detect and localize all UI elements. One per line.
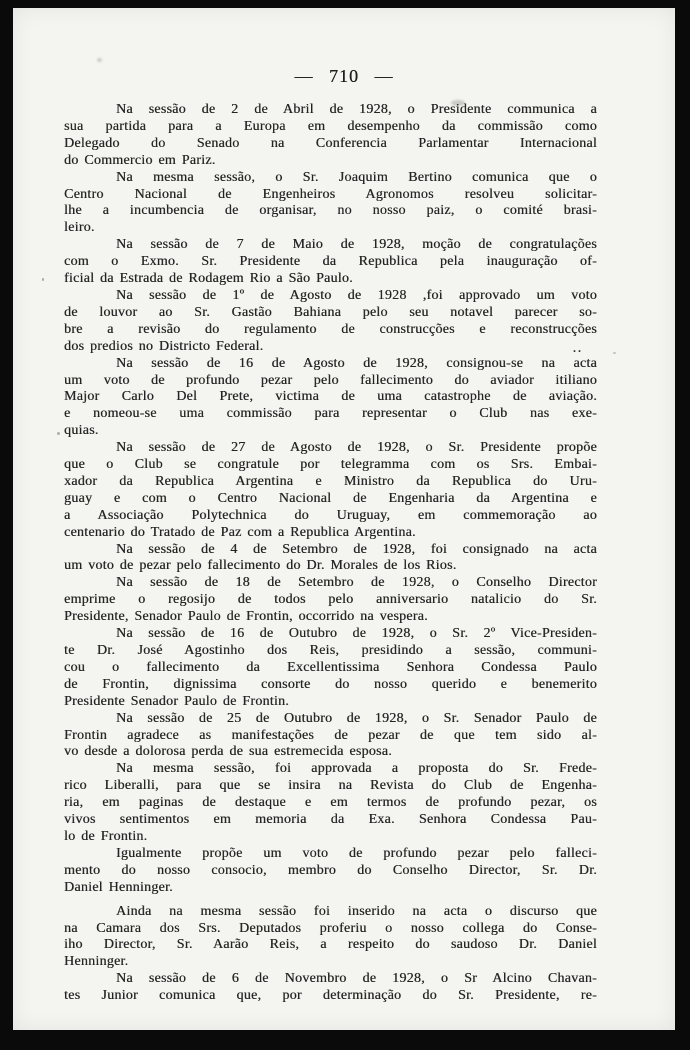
- page-number: — 710 —: [294, 66, 394, 86]
- text-line: na Camara dos Srs. Deputados proferiu o nosso collega do Conse-: [64, 920, 597, 936]
- scan-smudge: [97, 58, 102, 62]
- text-line: Na sessão de 18 de Setembro de 1928, o Conselho Director: [116, 575, 597, 591]
- text-line: bre a revisão do regulamento de construcções e reconstrucções: [64, 321, 597, 337]
- scan-speck: [57, 432, 60, 435]
- text-line: mento do nosso consocio, membro do Conselho Director, Sr. Dr.: [64, 862, 597, 878]
- text-line: do Commercio em Pariz.: [64, 152, 216, 168]
- paragraph-session-18-setembro: [64, 575, 597, 626]
- text-line: Na sessão de 1º de Agosto de 1928 ,foi approvado um voto: [116, 287, 597, 303]
- text-line: cou o fallecimento da Excellentissima Senhora Condessa Paulo: [64, 659, 597, 675]
- text-line: Presidente Senador Paulo de Frontin.: [64, 693, 290, 709]
- scan-speck-dots: ..: [573, 341, 583, 355]
- text-line: Na mesma sessão, foi approvada a proposta do Sr. Frede-: [116, 761, 597, 777]
- paragraph-session-6-novembro: [64, 971, 597, 1005]
- paragraph-igualmente-henninger: [64, 846, 597, 897]
- text-line: iho Director, Sr. Aarão Reis, a respeito do saudoso Dr. Daniel: [64, 937, 597, 953]
- text-line: um voto de profundo pezar pelo fallecimento do aviador itiliano: [64, 372, 597, 388]
- scan-speck: [42, 278, 44, 281]
- text-line: emprime o regosijo de todos pelo anniversario natalicio do Sr.: [64, 592, 597, 608]
- text-line: ficial da Estrada de Rodagem Rio a São Paulo.: [64, 271, 353, 287]
- text-line: centenario do Tratado de Paz com a Republica Argentina.: [64, 524, 416, 540]
- text-line: Igualmente propõe um voto de profundo pezar pelo falleci-: [116, 845, 597, 861]
- paragraph-session-16-agosto: [64, 356, 597, 441]
- scan-speck: [613, 352, 616, 354]
- text-line: rico Liberalli, para que se insira na Revista do Club de Engenha-: [64, 778, 597, 794]
- text-line: Na sessão de 7 de Maio de 1928, moção de congratulações: [116, 237, 597, 253]
- text-line: Na sessão de 4 de Setembro de 1928, foi consignado na acta: [116, 541, 597, 557]
- text-line: ria, em paginas de destaque e em termos de profundo pezar, os: [64, 795, 597, 811]
- paragraph-session-16-outubro: [64, 626, 597, 711]
- text-line: Presidente, Senador Paulo de Frontin, occorrido na vespera.: [64, 609, 428, 625]
- text-line: Major Carlo Del Prete, victima de uma catastrophe de aviação.: [64, 389, 597, 405]
- paragraph-ainda-discurso: [64, 904, 597, 972]
- paragraph-session-7-maio: [64, 237, 597, 288]
- text-line: Na sessão de 6 de Novembro de 1928, o Sr Alcino Chavan-: [116, 971, 597, 987]
- text-line: Na sessão de 16 de Agosto de 1928, consignou-se na acta: [116, 355, 597, 371]
- paragraph-session-2-april: [64, 102, 597, 170]
- paragraph-same-session-liberalli: [64, 761, 597, 846]
- text-line: Centro Nacional de Engenheiros Agronomos resolveu solicitar-: [64, 186, 597, 202]
- text-line: dos predios no Districto Federal.: [64, 338, 264, 354]
- text-line: lo de Frontin.: [64, 828, 148, 844]
- text-line: a Associação Polytechnica do Uruguay, em commemoração ao: [64, 507, 597, 523]
- text-line: quias.: [64, 423, 99, 439]
- text-line: Na sessão de 27 de Agosto de 1928, o Sr. Presidente propõe: [116, 440, 597, 456]
- text-line: com o Exmo. Sr. Presidente da Republica pela inauguração of-: [64, 254, 597, 270]
- text-block: [64, 102, 597, 1005]
- text-line: sua partida para a Europa em desempenho da commissão como: [64, 118, 597, 134]
- text-line: vo desde a dolorosa perda de sua estremecida esposa.: [64, 744, 392, 760]
- text-line: de louvor ao Sr. Gastão Bahiana pelo seu notavel parecer so-: [64, 304, 597, 320]
- document-page: [13, 8, 675, 1030]
- text-line: Na sessão de 2 de Abril de 1928, o Presidente communica a: [116, 102, 597, 117]
- text-line: Daniel Henninger.: [64, 879, 173, 895]
- text-line: de Frontin, dignissima consorte do nosso querido e benemerito: [64, 676, 597, 692]
- text-line: vivos sentimentos em memoria da Exa. Senhora Condessa Pau-: [64, 812, 597, 828]
- text-line: tes Junior comunica que, por determinação do Sr. Presidente, re-: [64, 988, 597, 1004]
- text-line: leiro.: [64, 220, 95, 236]
- text-line: e nomeou-se uma commissão para representar o Club nas exe-: [64, 406, 597, 422]
- text-line: Na sessão de 16 de Outubro de 1928, o Sr. 2º Vice-Presiden-: [116, 626, 597, 642]
- paragraph-session-27-agosto: [64, 440, 597, 541]
- paragraph-session-4-setembro: [64, 542, 597, 576]
- paragraph-same-session-bertino: [64, 170, 597, 238]
- text-line: um voto de pezar pelo fallecimento do Dr. Morales de los Rios.: [64, 558, 457, 574]
- text-line: guay e com o Centro Nacional de Engenharia da Argentina e: [64, 490, 597, 506]
- text-line: Na sessão de 25 de Outubro de 1928, o Sr. Senador Paulo de: [116, 710, 597, 726]
- text-line: te Dr. José Agostinho dos Reis, presidindo a sessão, communi-: [64, 643, 597, 658]
- text-line: lhe a incumbencia de organisar, no nosso paiz, o comité brasi-: [64, 203, 597, 219]
- text-line: Henninger.: [64, 954, 129, 970]
- text-line: Na mesma sessão, o Sr. Joaquim Bertino comunica que o: [116, 169, 597, 185]
- text-line: xador da Republica Argentina e Ministro da Republica do Uru-: [64, 473, 597, 489]
- text-line: Ainda na mesma sessão foi inserido na acta o discurso que: [116, 903, 597, 919]
- paragraph-session-25-outubro: [64, 711, 597, 762]
- text-line: Frontin agradece as manifestações de pezar de que tem sido al-: [64, 727, 597, 743]
- text-line: Delegado do Senado na Conferencia Parlamentar Internacional: [64, 135, 597, 151]
- paragraph-session-1-agosto: [64, 288, 597, 356]
- text-line: que o Club se congratule por telegramma com os Srs. Embai-: [64, 457, 597, 473]
